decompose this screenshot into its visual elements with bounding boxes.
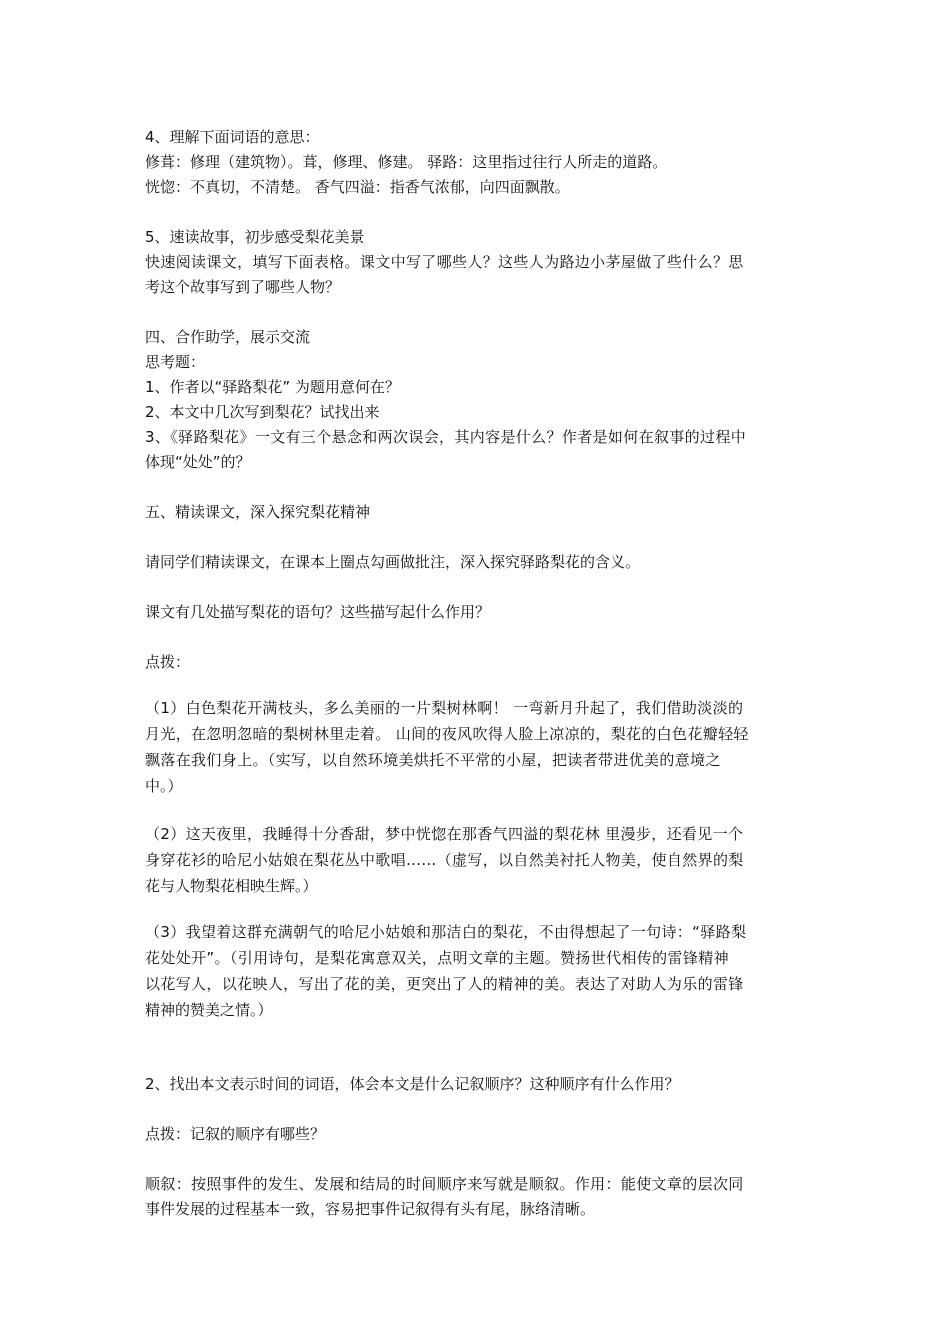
section-heading: 四、合作助学，展示交流 (145, 328, 311, 346)
question-heading: 思考题： (145, 353, 206, 371)
paragraph-line: 以花写人，以花映人，写出了花的美，更突出了人的精神的美。表达了对助人为乐的雷锋 (145, 975, 744, 993)
vocab-line-1: 修葺：修理（建筑物）。葺，修理、修建。 驿路：这里指过往行人所走的道路。 (145, 153, 668, 171)
hint-label: 点拨： (145, 653, 191, 671)
paragraph-line: 请同学们精读课文，在课本上圈点勾画做批注，深入探究驿路梨花的含义。 (145, 553, 641, 571)
vocab-line-2: 恍惚：不真切，不清楚。 香气四溢：指香气浓郁，向四面飘散。 (145, 178, 570, 196)
paragraph-line: （3）我望着这群充满朝气的哈尼小姑娘和那洁白的梨花，不由得想起了一句诗：“驿路梨 (145, 923, 747, 941)
question-item: 2、本文中几次写到梨花？试找出来 (145, 403, 380, 421)
paragraph-line: 精神的赞美之情。） (145, 1001, 273, 1019)
paragraph-line: 顺叙：按照事件的发生、发展和结局的时间顺序来写就是顺叙。作用：能使文章的层次同 (145, 1175, 744, 1193)
paragraph-line: 花处处开”。（引用诗句，是梨花寓意双关，点明文章的主题。赞扬世代相传的雷锋精神 (145, 949, 729, 967)
paragraph-line: 事件发展的过程基本一致，容易把事件记叙得有头有尾，脉络清晰。 (145, 1200, 596, 1218)
question-item: 1、作者以“驿路梨花” 为题用意何在？ (145, 378, 400, 396)
section-heading: 五、精读课文，深入探究梨花精神 (145, 503, 371, 521)
section-4-heading: 4、理解下面词语的意思： (145, 128, 320, 146)
hint-label: 点拨：记叙的顺序有哪些？ (145, 1125, 326, 1143)
paragraph-line: 月光，在忽明忽暗的梨树林里走着。 山间的夜风吹得人脸上凉凉的，梨花的白色花瓣轻轻 (145, 725, 749, 743)
question-item: 2、找出本文表示时间的词语，体会本文是什么记叙顺序？这种顺序有什么作用？ (145, 1075, 680, 1093)
paragraph-line: 飘落在我们身上。（实写，以自然环境美烘托不平常的小屋，把读者带进优美的意境之 (145, 751, 721, 769)
paragraph-line: 课文有几处描写梨花的语句？这些描写起什么作用？ (145, 603, 491, 621)
question-item: 3、《驿路梨花》一文有三个悬念和两次误会，其内容是什么？作者是如何在叙事的过程中 (145, 428, 747, 446)
paragraph-line: 考这个故事写到了哪些人物？ (145, 278, 341, 296)
paragraph-line: 花与人物梨花相映生辉。） (145, 877, 318, 895)
paragraph-line: （1）白色梨花开满枝头，多么美丽的一片梨树林啊！ 一弯新月升起了，我们借助淡淡的 (145, 699, 744, 717)
paragraph-line: 中。） (145, 777, 183, 795)
section-5-heading: 5、速读故事，初步感受梨花美景 (145, 228, 365, 246)
question-item: 体现“处处”的？ (145, 453, 251, 471)
paragraph-line: （2）这天夜里，我睡得十分香甜，梦中恍惚在那香气四溢的梨花林 里漫步，还看见一个 (145, 825, 744, 843)
paragraph-line: 身穿花衫的哈尼小姑娘在梨花丛中歌唱……（虚写，以自然美衬托人物美，使自然界的梨 (145, 851, 744, 869)
paragraph-line: 快速阅读课文，填写下面表格。课文中写了哪些人？这些人为路边小茅屋做了些什么？思 (145, 253, 744, 271)
